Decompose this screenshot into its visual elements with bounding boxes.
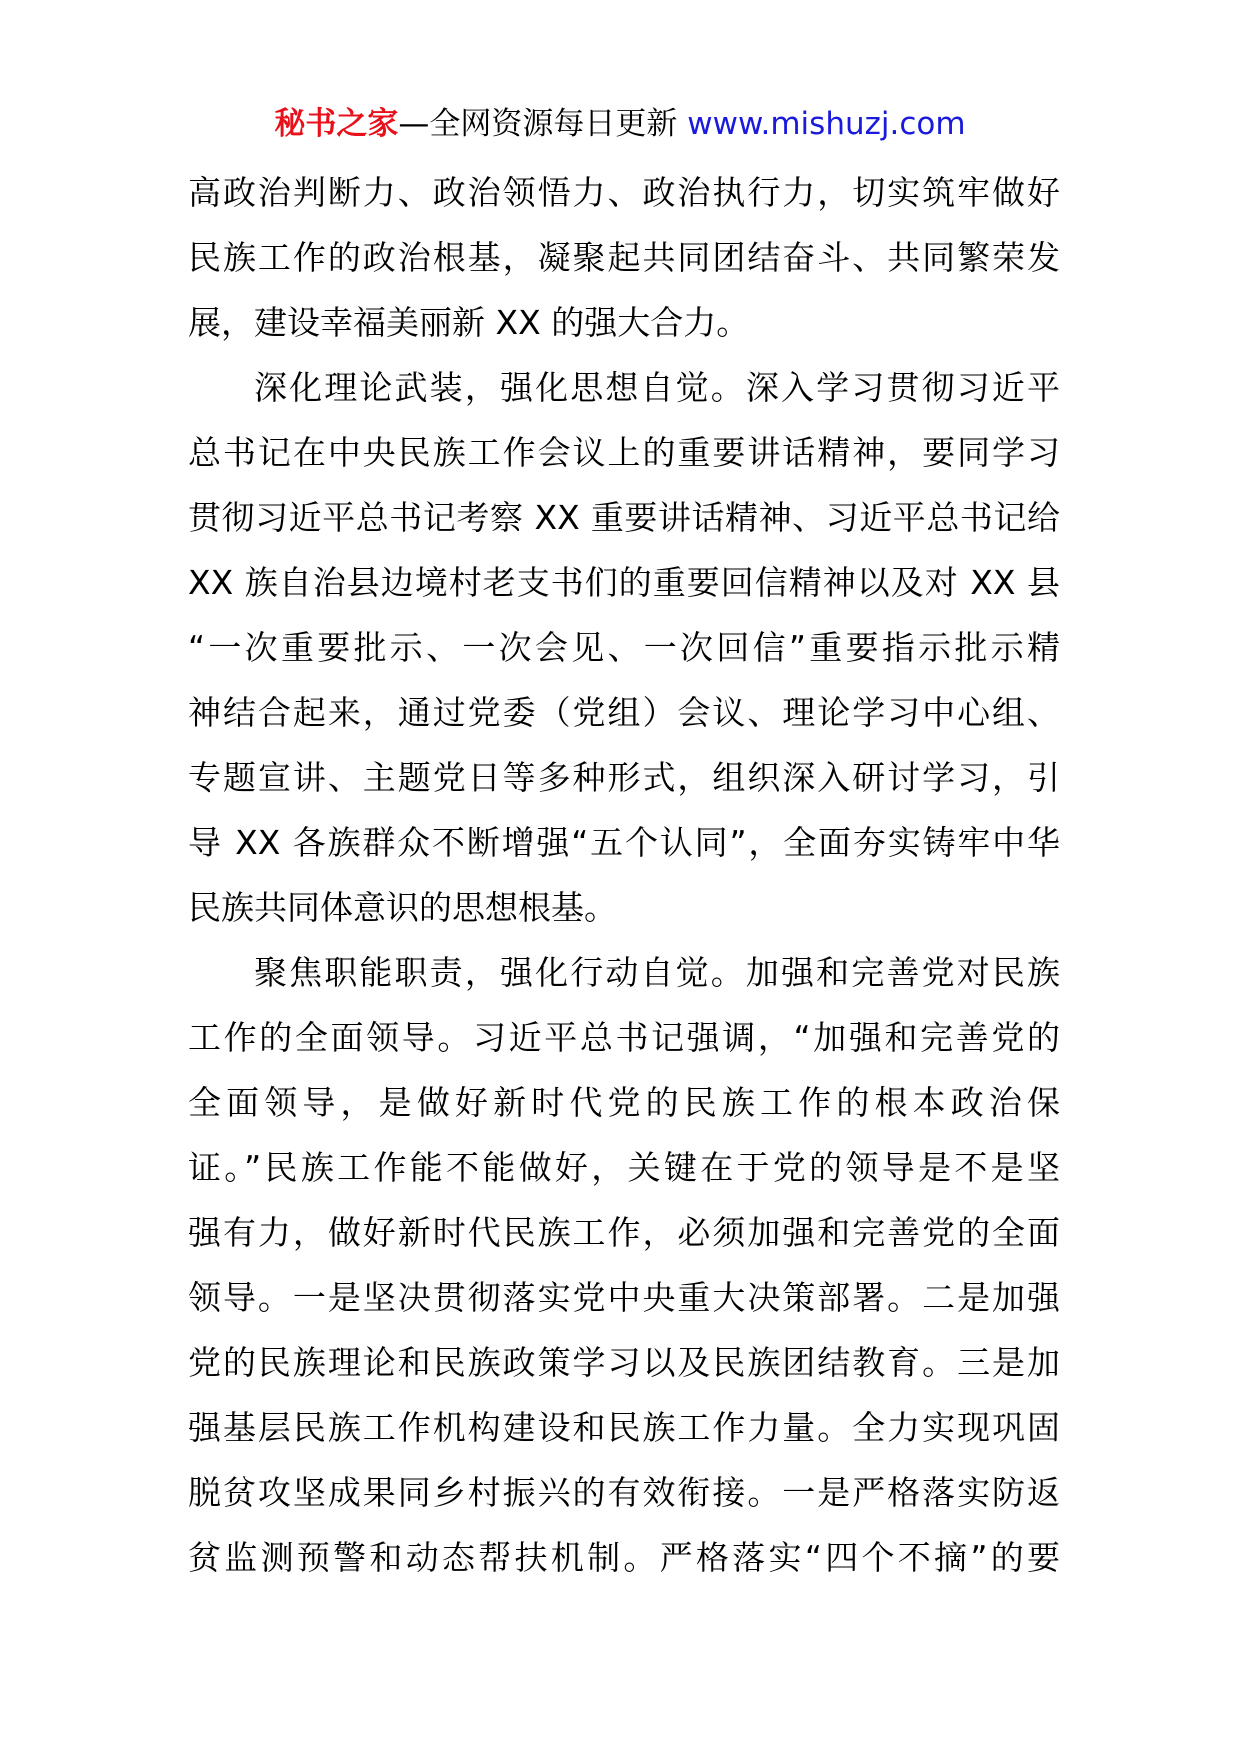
text-line: 导 XX 各族群众不断增强“五个认同”，全面夯实铸牢中华 [188,823,1060,862]
text-line: 强基层民族工作机构建设和民族工作力量。全力实现巩固 [188,1408,1060,1447]
text-line: 证。”民族工作能不能做好，关键在于党的领导是不是坚 [188,1148,1060,1187]
text-line: 高政治判断力、政治领悟力、政治执行力，切实筑牢做好 [188,173,1060,212]
paragraph [188,940,1060,1590]
text-line: 全面领导，是做好新时代党的民族工作的根本政治保 [188,1083,1060,1122]
text-line: 贫监测预警和动态帮扶机制。严格落实“四个不摘”的要 [188,1538,1060,1577]
paragraph [188,160,1060,355]
paragraph [188,355,1060,940]
text-line: 民族工作的政治根基，凝聚起共同团结奋斗、共同繁荣发 [188,238,1060,277]
text-line: 展，建设幸福美丽新 XX 的强大合力。 [188,303,750,342]
text-line: XX 族自治县边境村老支书们的重要回信精神以及对 XX 县 [188,563,1060,602]
text-line: 领导。一是坚决贯彻落实党中央重大决策部署。二是加强 [188,1278,1060,1317]
site-tagline: —全网资源每日更新 [398,106,688,142]
text-line: 贯彻习近平总书记考察 XX 重要讲话精神、习近平总书记给 [188,498,1060,537]
text-line: 脱贫攻坚成果同乡村振兴的有效衔接。一是严格落实防返 [188,1473,1060,1512]
text-line: 强有力，做好新时代民族工作，必须加强和完善党的全面 [188,1213,1060,1252]
text-line: 党的民族理论和民族政策学习以及民族团结教育。三是加 [188,1343,1060,1382]
site-brand: 秘书之家 [274,106,399,142]
text-line: 神结合起来，通过党委（党组）会议、理论学习中心组、 [188,693,1060,732]
site-url-link[interactable]: www.mishuzj.com [687,106,966,142]
document-body [188,160,1060,1590]
text-line: 总书记在中央民族工作会议上的重要讲话精神，要同学习 [188,433,1060,472]
text-line: 专题宣讲、主题党日等多种形式，组织深入研讨学习，引 [188,758,1060,797]
text-line: 民族共同体意识的思想根基。 [188,888,617,927]
text-line: 聚焦职能职责，强化行动自觉。加强和完善党对民族 [254,953,1060,992]
text-line: 工作的全面领导。习近平总书记强调，“加强和完善党的 [188,1018,1060,1057]
text-line: 深化理论武装，强化思想自觉。深入学习贯彻习近平 [254,368,1060,407]
text-line: “一次重要批示、一次会见、一次回信”重要指示批示精 [188,628,1060,667]
site-header [0,104,1240,144]
